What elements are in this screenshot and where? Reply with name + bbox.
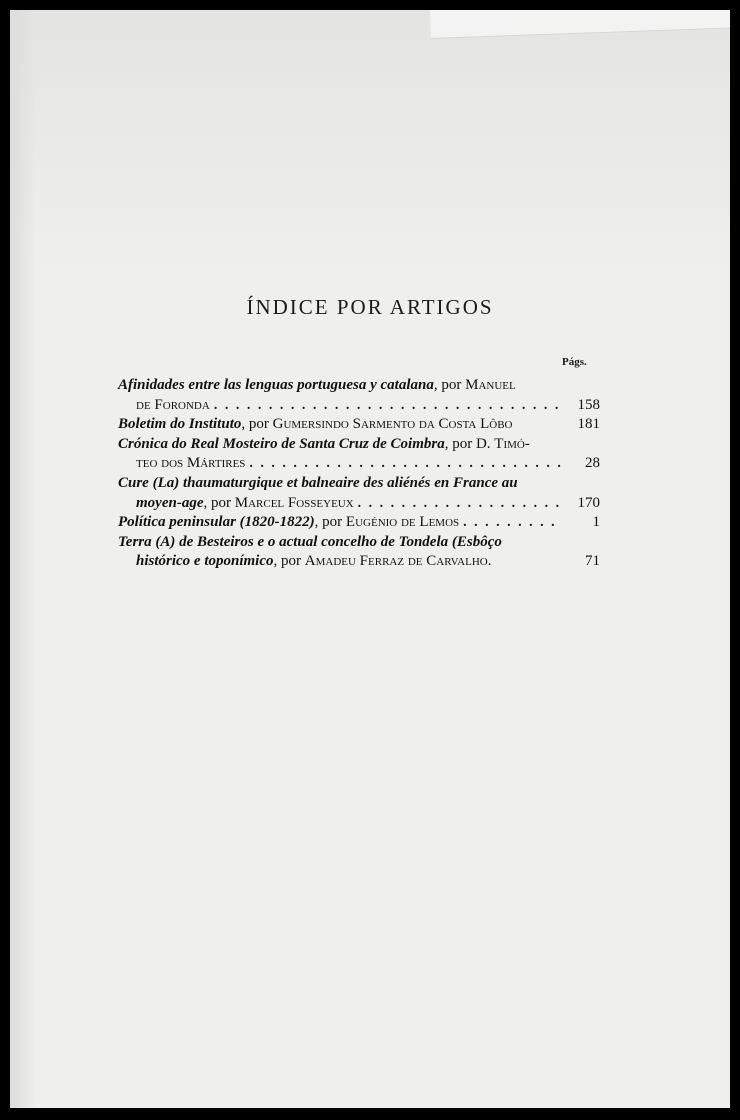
article-title: Afinidades entre las lenguas portuguesa y catalana — [118, 377, 434, 393]
author-name: teo dos Mártires — [136, 455, 246, 472]
page-number: 158 — [577, 396, 600, 413]
connector-text: , por — [433, 377, 466, 393]
dot-leader — [210, 396, 562, 416]
table-of-contents — [118, 376, 600, 572]
toc-line — [118, 513, 600, 533]
toc-line — [118, 454, 600, 474]
article-title: moyen-age — [136, 494, 204, 511]
connector-text: , por — [273, 553, 305, 570]
pages-column-header: Págs. — [562, 356, 587, 368]
author-name: Gumersindo Sarmento da Costa Lôbo — [272, 416, 513, 433]
connector-text: , por — [203, 494, 235, 511]
article-title: Crónica do Real Mosteiro de Santa Cruz de Coimbra — [118, 435, 445, 452]
author-name: Amadeu Ferraz de Carvalho. — [304, 553, 492, 570]
author-name: Eugénio de Lemos — [345, 514, 460, 531]
toc-entry — [118, 533, 600, 572]
toc-entry — [118, 435, 600, 474]
author-name: Timó- — [494, 435, 530, 452]
author-name: Manuel — [465, 377, 516, 393]
toc-line — [118, 376, 600, 396]
toc-line — [118, 474, 600, 494]
page-title: ÍNDICE POR ARTIGOS — [246, 295, 494, 319]
article-title: Boletim do Instituto — [118, 416, 242, 433]
toc-line — [118, 435, 600, 455]
author-name: Marcel Fosseyeux — [234, 494, 354, 511]
torn-corner — [430, 10, 730, 39]
toc-line — [118, 415, 600, 435]
page-number: 28 — [585, 455, 600, 472]
toc-line — [118, 396, 600, 416]
dot-leader — [245, 454, 562, 474]
author-name: de Foronda — [136, 396, 210, 413]
dot-leader — [459, 513, 562, 533]
toc-line — [118, 552, 600, 572]
connector-text: , por D. — [444, 435, 495, 452]
page-number: 1 — [592, 514, 600, 531]
scanned-page — [10, 10, 730, 1108]
toc-line — [118, 494, 600, 514]
toc-line — [118, 533, 600, 553]
dot-leader — [354, 494, 562, 514]
article-title: Cure (La) thaumaturgique et balneaire des aliénés en France au — [118, 474, 518, 491]
toc-entry — [118, 415, 600, 435]
article-title: Terra (A) de Besteiros e o actual concelho de Tondela (Esbôço — [118, 533, 502, 550]
toc-entry — [118, 376, 600, 415]
toc-entry — [118, 474, 600, 513]
page-number: 170 — [577, 494, 600, 511]
article-title: histórico e toponímico — [136, 553, 274, 570]
connector-text: , por — [314, 514, 346, 531]
article-title: Política peninsular (1820-1822) — [118, 514, 315, 531]
page-number: 71 — [585, 553, 600, 570]
page-number: 181 — [577, 416, 600, 433]
connector-text: , por — [241, 416, 273, 433]
toc-entry — [118, 513, 600, 533]
